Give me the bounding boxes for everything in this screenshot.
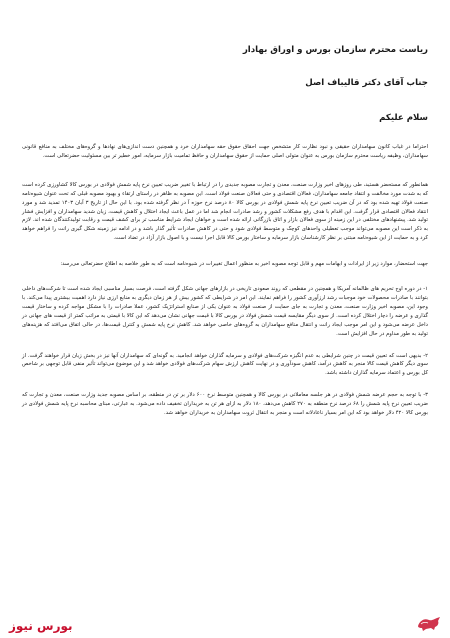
paragraph-item-1: ۱- در دوره اوج تحریم های ظالمانه آمریکا و همچنین در مقطعی که روند صعودی تاریخی در بازارهای جهانی شکل گرفته است، فرصت بسیار مناسبی ایجاد شده است تا شرکت‌های داخلی بتوانند با صادرات محصولات خود موجبات رشد ارزآوری کشور را فراهم نمایند. این امر در شرایطی که کشور بیش از هر زمان دیگری به منابع ارزی نیاز دارد اهمیت بیشتری پیدا می‌کند. با وجود این، مصوبه اخیر وزارت صنعت، معدن و تجارت به جای حمایت از صنعت فولاد به عنوان یکی از صنایع استراتژیک کشور، عملا صادرات را با مشکل مواجه کرده و ساختار قیمت گذاری و عرضه را دچار اختلال کرده است. از سوی دیگر مقایسه قیمت شمش فولاد در بورس کالا با قیمت جهانی نشان می‌دهد که این کالا با قیمتی به مراتب کمتر از قیمت های جهانی در داخل عرضه می‌شود و این امر موجب ایجاد رانت و انتقال منافع سهامداران به گروه‌های خاصی خواهد شد. کاهش نرخ پایه شمش و کنترل قیمت‌ها، در حالی اتفاق می‌افتد که هزینه‌های تولید به طور مداوم در حال افزایش است.: [22, 286, 428, 337]
recipient-title: ریاست محترم سازمان بورس و اوراق بهادار: [242, 45, 428, 55]
footer: [0, 604, 450, 638]
greeting: سلام علیکم: [379, 113, 428, 123]
red-bull-logo-icon: [416, 614, 442, 632]
recipient-name: جناب آقای دکتر قالیباف اصل: [305, 78, 428, 88]
paragraph-item-3: ۳- با توجه به حجم عرضه شمش فولادی در هر جلسه معاملاتی در بورس کالا و همچنین متوسط نرخ ۶۰۰ دلار بر تن در منطقه، بر اساس مصوبه جدید وزارت صنعت، معدن و تجارت که ضریب تعیین نرخ پایه شمش را ۶۸ درصد نرخ منطقه به ۲۷۰ کاهش می‌دهد، ۱۸۰ دلار به ازای هر تن به خریداران تخفیف داده می‌شود. به عبارتی، مبنای محاسبه نرخ پایه شمش فولادی در بورس کالا ۴۲۰ دلار خواهد بود که این امر بسیار ناعادلانه است و منجر به انتقال ثروت سهامداران به خریداران خواهد شد.: [22, 392, 428, 417]
paragraph-background: همانطور که مستحضر هستید، طی روزهای اخیر وزارت صنعت، معدن و تجارت مصوبه جدیدی را در ارتباط با تغییر ضریب تعیین نرخ پایه شمش فولادی در بورس کالا کشاورزی کرده است که به شدت مورد مخالفت و انتقاد جامعه سهامداران، فعالان اقتصادی و حتی فعالان صنعت فولاد است. این مصوبه به ظاهر در راستای ارتقاء و بهبود مصوبه قبلی که تحت عنوان شیوه‌نامه صنعت فولاد تهیه شده بود که در آن ضریب تعیین نرخ پایه شمش فولادی در بورس کالا ۸۰ درصد نرخ حوزه آ در نظر گرفته شده بود. با این حال از تاریخ ۳ آبان ۱۴۰۳ تمدید شد و مورد انتقاد فعالان اقتصادی قرار گرفت. این اقدام با هدف رفع مشکلات کشور و رشد صادرات انجام شد اما در عمل باعث ایجاد اختلال و کاهش قیمت، زیان شدید سهامداران و افزایش فشار تولید شد. پیشنهادهای مختلفی در این زمینه از سوی فعالان بازار و اتاق بازرگانی ارائه شده است و خواهان ایجاد شرایط مناسب تر برای کشف قیمت و رقابت تولیدکنندگان شده اند. لازم به ذکر است این مصوبه می‌تواند موجب تعطیلی واحدهای کوچک و متوسط فولادی شود و حتی در کاهش صادرات تأثیر گذار باشد و در ادامه نیز زمینه شکل گیری رانت را فراهم خواهد کرد و به حمایت از این شیوه‌نامه مبتنی بر نظر کارشناسان بازار سرمایه و ساختار بورس کالا قابل اجرا نیست و با اصول بازار آزاد در تضاد است.: [22, 181, 429, 242]
paragraph-summary-lead: جهت استحضار، موارد زیر از ایرادات و ابهامات مهم و قابل توجه مصوبه اخیر به منظور اعمال تغییرات در شیوه‌نامه است که به طور خلاصه به اطلاع حضرتعالی می‌رسد:: [60, 261, 428, 268]
paragraph-intro: احتراما در غیاب کانون سهامداران حقیقی و نبود نظارت کار متشخص جهت احقاق حقوق حقه سهامداران خرد و همچنین دست اندازی‌های نهادها و گروه‌های مختلف به منافع قانونی سهامداران، وظیفه ریاست محترم سازمان بورس به عنوان متولی اصلی حمایت از حقوق سهامداران و حافظ تمامیت بازار سرمایه، امور خطیر تر بین مسئولیت حضرتعالی است.: [22, 144, 428, 159]
paragraph-item-2: ۲- بدیهی است که تعیین قیمت در چنین شرایطی به عدم انگیزه شرکت‌های فولادی و سرمایه گذاران خواهد انجامید. به گونه‌ای که سهامداران آنها نیز در بخش زیان قرار خواهند گرفت. از سوی دیگر کاهش قیمت کالا منجر به کاهش درآمد، کاهش سودآوری و در نهایت کاهش ارزش سهام شرکت‌های فولادی خواهد شد و این موضوع می‌تواند تأثیر منفی قابل توجهی بر شاخص کل بورس و اعتماد سرمایه گذاران داشته باشد.: [22, 352, 428, 377]
brand-watermark: بورس نیوز: [9, 619, 73, 633]
